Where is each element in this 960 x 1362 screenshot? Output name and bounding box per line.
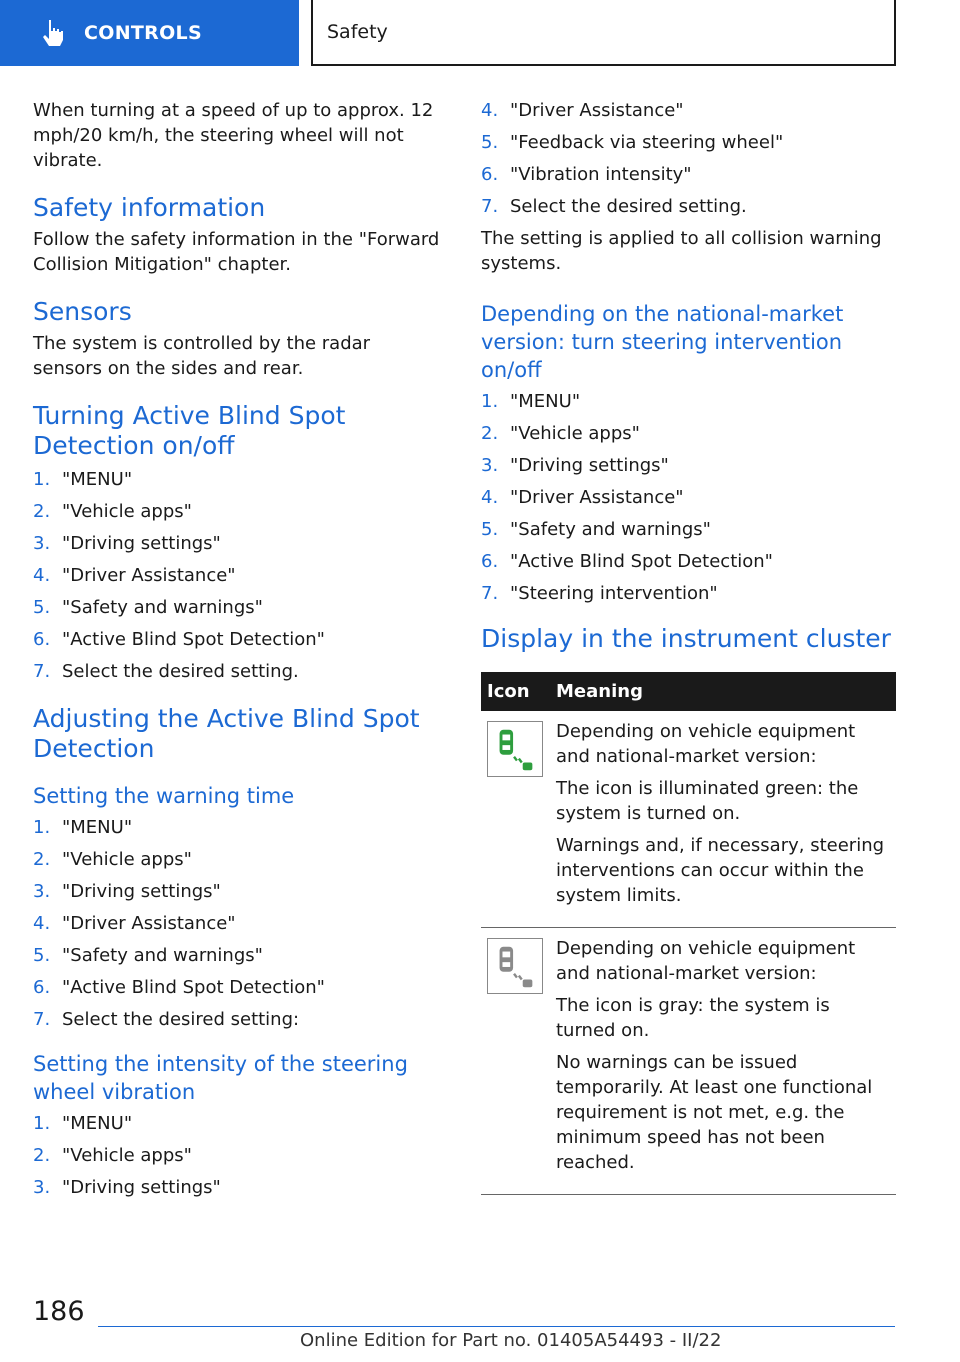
list-item: 4. "Driver Assistance" xyxy=(33,913,236,934)
safety-information-text: Follow the safety information in the "Forward Collision Mitigation" chapter. xyxy=(33,229,440,275)
hand-pointer-icon xyxy=(40,18,66,48)
blind-spot-green-icon xyxy=(487,721,543,777)
heading-display-instrument-cluster: Display in the instrument cluster xyxy=(481,624,891,653)
icon-meaning-table xyxy=(481,672,896,1195)
list-item: 5. "Safety and warnings" xyxy=(33,597,263,618)
left-column xyxy=(33,98,443,1207)
list-item: 5. "Feedback via steering wheel" xyxy=(481,132,784,153)
heading-turning-on-off: Turning Active Blind Spot Detection on/off xyxy=(33,401,346,460)
blind-spot-gray-icon xyxy=(487,938,543,994)
list-item: 4. "Driver Assistance" xyxy=(481,487,684,508)
column-header-icon: Icon xyxy=(481,672,550,711)
setting-applied-note: The setting is applied to all collision warning systems. xyxy=(481,228,882,274)
list-item: 7. Select the desired setting. xyxy=(33,661,299,682)
meaning-text: No warnings can be issued temporarily. At least one functional requirement is not met, e.g. the minimum speed has not been reached. xyxy=(556,1052,873,1173)
section-title: Safety xyxy=(311,0,896,66)
list-item: 2. "Vehicle apps" xyxy=(33,849,192,870)
meaning-text: Depending on vehicle equipment and national-market version: xyxy=(556,721,856,767)
heading-warning-time: Setting the warning time xyxy=(33,784,295,808)
list-item: 3. "Driving settings" xyxy=(33,533,221,554)
steps-steering-intervention xyxy=(481,389,896,606)
heading-steering-intervention: Depending on the national-market version: turn steering intervention on/off xyxy=(481,302,844,382)
list-item: 6. "Active Blind Spot Detection" xyxy=(33,629,325,650)
list-item: 7. Select the desired setting: xyxy=(33,1009,300,1030)
list-item: 3. "Driving settings" xyxy=(33,881,221,902)
heading-safety-information: Safety information xyxy=(33,193,266,222)
list-item: 5. "Safety and warnings" xyxy=(33,945,263,966)
page-header xyxy=(0,0,960,66)
list-item: 6. "Active Blind Spot Detection" xyxy=(33,977,325,998)
list-item: 7. Select the desired setting. xyxy=(481,196,747,217)
heading-adjusting: Adjusting the Active Blind Spot Detection xyxy=(33,704,420,763)
list-item: 1. "MENU" xyxy=(33,1113,133,1134)
table-header-row xyxy=(481,672,896,711)
list-item: 2. "Vehicle apps" xyxy=(33,1145,192,1166)
list-item: 6. "Vibration intensity" xyxy=(481,164,692,185)
page-number: 186 xyxy=(33,1296,85,1327)
list-item: 3. "Driving settings" xyxy=(33,1177,221,1198)
edition-text: Online Edition for Part no. 01405A54493 - II/22 xyxy=(300,1330,722,1351)
list-item: 2. "Vehicle apps" xyxy=(481,423,640,444)
steps-vibration-intensity xyxy=(33,1111,443,1200)
table-row xyxy=(481,928,896,1195)
chapter-label: CONTROLS xyxy=(84,22,202,44)
meaning-text: The icon is illuminated green: the system is turned on. xyxy=(556,778,859,824)
intro-paragraph: When turning at a speed of up to approx. 12 mph/20 km/h, the steering wheel will not vibrate. xyxy=(33,100,434,171)
sensors-text: The system is controlled by the radar sensors on the sides and rear. xyxy=(33,333,371,379)
steps-turning-on-off xyxy=(33,467,443,684)
steps-vibration-continued xyxy=(481,98,896,219)
list-item: 1. "MENU" xyxy=(33,469,133,490)
list-item: 4. "Driver Assistance" xyxy=(33,565,236,586)
list-item: 1. "MENU" xyxy=(33,817,133,838)
chapter-tab[interactable] xyxy=(0,0,299,66)
heading-vibration-intensity: Setting the intensity of the steering wheel vibration xyxy=(33,1052,408,1104)
steps-warning-time xyxy=(33,815,443,1032)
table-row xyxy=(481,711,896,928)
list-item: 5. "Safety and warnings" xyxy=(481,519,711,540)
list-item: 2. "Vehicle apps" xyxy=(33,501,192,522)
heading-sensors: Sensors xyxy=(33,297,132,326)
footer-divider xyxy=(98,1326,895,1327)
column-header-meaning: Meaning xyxy=(550,672,896,711)
list-item: 3. "Driving settings" xyxy=(481,455,669,476)
list-item: 7. "Steering intervention" xyxy=(481,583,718,604)
meaning-text: Depending on vehicle equipment and national-market version: xyxy=(556,938,856,984)
list-item: 6. "Active Blind Spot Detection" xyxy=(481,551,773,572)
list-item: 1. "MENU" xyxy=(481,391,581,412)
list-item: 4. "Driver Assistance" xyxy=(481,100,684,121)
meaning-text: Warnings and, if necessary, steering interventions can occur within the system limits. xyxy=(556,835,885,906)
meaning-text: The icon is gray: the system is turned on. xyxy=(556,995,830,1041)
right-column xyxy=(481,98,896,1195)
